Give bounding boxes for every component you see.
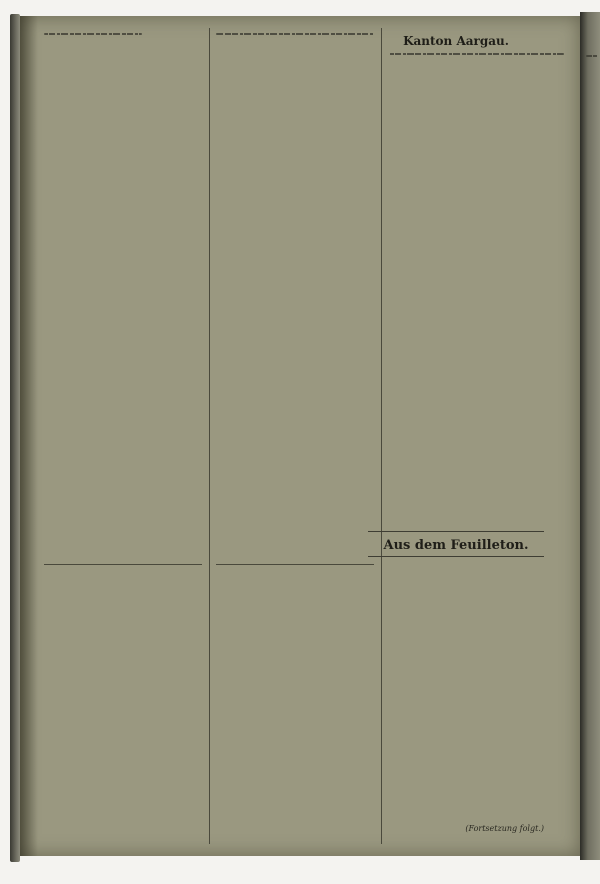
section-heading-aargau: Kanton Aargau. [403, 34, 509, 48]
text-line [44, 33, 142, 35]
text-column-2 [216, 30, 374, 842]
fold-shadow [20, 16, 38, 856]
text-line [586, 55, 598, 57]
column-1-divider [44, 564, 202, 565]
column-2-divider [216, 564, 374, 565]
text-column-3 [388, 50, 564, 842]
continued-note: (Fortsetzung folgt.) [465, 824, 544, 833]
paragraph-gap [44, 38, 202, 43]
text-line [388, 53, 564, 55]
column-rule-2 [381, 28, 382, 844]
next-page-text [586, 52, 598, 820]
newspaper-page [20, 16, 580, 856]
next-page-edge [580, 12, 600, 860]
heading-rule-top [368, 531, 544, 532]
text-line [216, 33, 374, 35]
book-binding [10, 14, 20, 862]
heading-rule-bottom [368, 556, 544, 557]
section-heading-feuilleton: Aus dem Feuilleton. [383, 538, 529, 553]
text-column-1 [44, 30, 202, 842]
column-rule-1 [209, 28, 210, 844]
